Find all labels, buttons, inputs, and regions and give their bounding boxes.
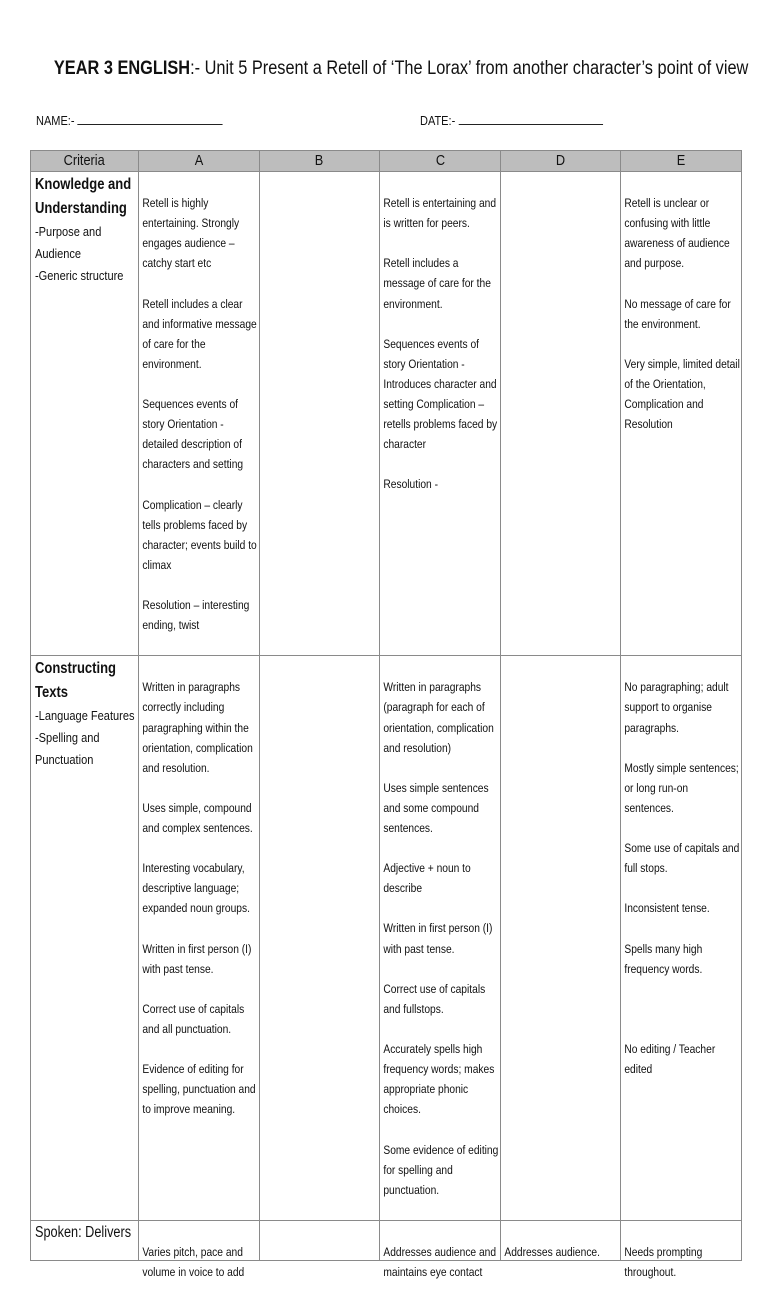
- descriptor: Accurately spells high frequency words; makes appropriate phonic choices.: [383, 1042, 495, 1117]
- rubric-table: [30, 150, 742, 1280]
- descriptor: No editing / Teacher edited: [624, 1042, 716, 1077]
- criteria-point: -Generic structure: [35, 268, 124, 283]
- criteria-cell: [31, 1220, 139, 1260]
- grade-e-cell: [621, 1220, 742, 1280]
- criteria-title: Constructing Texts: [35, 660, 117, 702]
- table-row: [31, 172, 742, 656]
- header-e: E: [621, 151, 742, 172]
- criteria-point: -Spelling and Punctuation: [35, 730, 100, 768]
- grade-d-cell: [501, 1220, 621, 1260]
- descriptor: Written in first person (I) with past tense.: [142, 941, 252, 976]
- title-bold: YEAR 3 ENGLISH: [53, 58, 191, 79]
- descriptor: Retell is entertaining and is written for peers.: [383, 196, 497, 231]
- descriptor: No paragraphing; adult support to organise paragraphs.: [624, 680, 729, 735]
- descriptor: Sequences events of story Orientation - Introduces character and setting Complication – retells problems faced by character: [383, 336, 498, 452]
- descriptor: Varies pitch, pace and volume in voice to add: [142, 1244, 245, 1280]
- criteria-point: -Language Features: [35, 708, 135, 724]
- date-field: [420, 112, 603, 128]
- name-field: [36, 112, 223, 128]
- grade-c-cell: [380, 172, 501, 656]
- descriptor: Some use of capitals and full stops.: [624, 841, 740, 876]
- criteria-cell: [31, 656, 139, 1221]
- descriptor: Retell includes a clear and informative message of care for the environment.: [142, 296, 257, 371]
- descriptor: Inconsistent tense.: [624, 901, 710, 916]
- descriptor: Written in paragraphs correctly including paragraphing within the orientation, complication and resolution.: [142, 680, 253, 775]
- descriptor: Retell is highly entertaining. Strongly engages audience – catchy start etc: [142, 196, 240, 271]
- descriptor: Retell includes a message of care for the environment.: [383, 256, 491, 311]
- grade-a-cell: [139, 172, 260, 656]
- grade-c-cell: [380, 656, 501, 1221]
- grade-e-cell: [621, 656, 742, 1221]
- criteria-cell: [31, 172, 139, 656]
- grade-e-cell: [621, 172, 742, 656]
- descriptor: Some evidence of editing for spelling and punctuation.: [383, 1142, 499, 1197]
- table-row: [31, 1220, 742, 1260]
- descriptor: Very simple, limited detail of the Orientation, Complication and Resolution: [624, 356, 740, 432]
- title-rest: :- Unit 5 Present a Retell of ‘The Lorax’ from another character’s point of view: [190, 58, 749, 79]
- descriptor: Needs prompting throughout.: [624, 1244, 703, 1280]
- descriptor: Written in first person (I) with past tense.: [383, 921, 493, 956]
- descriptor: Addresses audience.: [504, 1244, 600, 1259]
- descriptor: Evidence of editing for spelling, punctuation and to improve meaning.: [142, 1062, 256, 1117]
- name-blank-line[interactable]: [78, 112, 223, 125]
- criteria-title: Spoken: Delivers: [35, 1223, 132, 1241]
- header-row: [31, 151, 742, 172]
- descriptor: Uses simple sentences and some compound sentences.: [383, 780, 489, 835]
- descriptor: Sequences events of story Orientation - detailed description of characters and setting: [142, 397, 244, 472]
- grade-a-cell: [139, 1220, 260, 1280]
- grade-d-cell: [501, 656, 621, 1221]
- descriptor: Interesting vocabulary, descriptive language; expanded noun groups.: [142, 861, 250, 916]
- grade-b-cell: [260, 172, 380, 656]
- descriptor: Complication – clearly tells problems faced by character; events build to climax: [142, 497, 257, 572]
- name-label: NAME:-: [36, 114, 75, 128]
- header-a: A: [139, 151, 260, 172]
- descriptor: Correct use of capitals and fullstops.: [383, 981, 486, 1016]
- descriptor: Uses simple, compound and complex sentences.: [142, 800, 253, 835]
- header-c: C: [380, 151, 501, 172]
- date-blank-line[interactable]: [458, 112, 602, 125]
- header-b: B: [260, 151, 380, 172]
- grade-c-cell: [380, 1220, 501, 1280]
- date-label: DATE:-: [420, 114, 456, 128]
- descriptor: Correct use of capitals and all punctuation.: [142, 1001, 245, 1036]
- descriptor: Resolution -: [383, 477, 438, 492]
- descriptor: Addresses audience and maintains eye contact: [383, 1244, 497, 1280]
- grade-d-cell: [501, 172, 621, 656]
- descriptor-spacer: [624, 999, 740, 1019]
- header-d: D: [501, 151, 621, 172]
- grade-b-cell: [260, 656, 380, 1221]
- descriptor: Spells many high frequency words.: [624, 941, 703, 976]
- criteria-point: -Purpose and Audience: [35, 224, 102, 261]
- grade-b-cell: [260, 1220, 380, 1260]
- document-title: [53, 58, 749, 80]
- criteria-title: Knowledge and Understanding: [35, 176, 132, 217]
- header-criteria: Criteria: [31, 151, 139, 172]
- descriptor: No message of care for the environment.: [624, 296, 731, 331]
- descriptor: Retell is unclear or confusing with little awareness of audience and purpose.: [624, 196, 730, 271]
- descriptor: Resolution – interesting ending, twist: [142, 597, 250, 633]
- descriptor: Mostly simple sentences; or long run-on sentences.: [624, 760, 739, 815]
- descriptor: Adjective + noun to describe: [383, 861, 471, 896]
- descriptor: Written in paragraphs (paragraph for each of orientation, complication and resolution): [383, 680, 494, 755]
- table-row: [31, 656, 742, 1221]
- grade-a-cell: [139, 656, 260, 1221]
